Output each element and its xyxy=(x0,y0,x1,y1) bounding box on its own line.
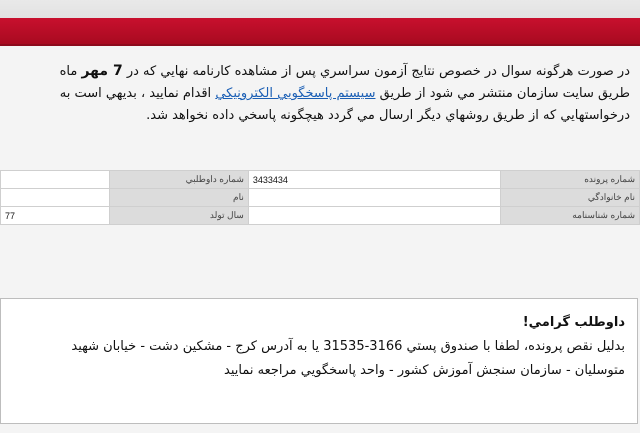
first-name-value xyxy=(1,189,110,207)
electronic-response-link[interactable]: سيستم پاسخگويي الكترونيكي xyxy=(215,86,376,101)
file-number-value: 3433434 xyxy=(248,171,500,189)
file-number-label: شماره پرونده xyxy=(501,171,640,189)
notice-text xyxy=(10,60,630,127)
candidate-info-table xyxy=(0,170,640,225)
message-line-1: بدليل نقص پرونده، لطفا با صندوق پستي 3166-31535 يا به آدرس كرج - مشكين دشت - خيابان شهيد xyxy=(71,339,625,354)
header-red-band xyxy=(0,18,640,46)
birth-year-value: 77 xyxy=(1,207,110,225)
table-row xyxy=(1,189,640,207)
message-line-2: متوسليان - سازمان سنجش آموزش كشور - واحد پاسخگويي مراجعه نماييد xyxy=(224,363,625,378)
notice-line-2: طريق سايت سازمان منتشر مي شود از طريق سيستم پاسخگويي الكترونيكي اقدام نماييد ، بديهي است به xyxy=(59,86,630,101)
message-greeting: داوطلب گرامي! xyxy=(522,315,625,330)
birth-year-label: سال تولد xyxy=(109,207,248,225)
last-name-value xyxy=(248,189,500,207)
id-number-value xyxy=(248,207,500,225)
candidate-number-label: شماره داوطلبي xyxy=(109,171,248,189)
notice-line-1: در صورت هرگونه سوال در خصوص نتايج آزمون سراسري پس از مشاهده كارنامه نهايي كه در 7 مهر ماه xyxy=(59,63,630,79)
date-highlight: 7 مهر xyxy=(81,63,123,79)
id-number-label: شماره شناسنامه xyxy=(501,207,640,225)
message-box xyxy=(0,298,638,424)
notice-line-3: درخواستهايي كه از طريق روشهاي ديگر ارسال مي گردد هيچگونه پاسخي داده نخواهد شد. xyxy=(146,108,630,123)
last-name-label: نام خانوادگي xyxy=(501,189,640,207)
table-row xyxy=(1,171,640,189)
table-row xyxy=(1,207,640,225)
first-name-label: نام xyxy=(109,189,248,207)
candidate-number-value xyxy=(1,171,110,189)
